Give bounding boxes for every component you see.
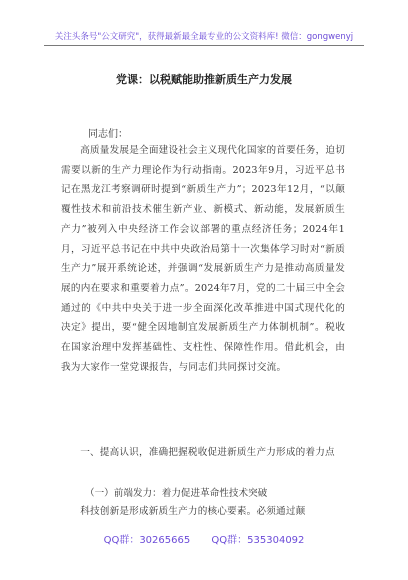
greeting-text: 同志们： bbox=[88, 129, 128, 140]
body-paragraph-1: 高质量发展是全面建设社会主义现代化国家的首要任务，迫切需要以新的生产力理论作为行动指南。2023年9月，习近平总书记在黑龙江考察调研时提到“新质生产力”；2023年12月，“以颠覆性技术和前沿技术催生新产业、新模式、新动能，发展新质生产力”被列入中央经济工作会议部署的重点经济任务；2024年1月，习近平总书记在中共中央政治局第十一次集体学习时对“新质生产力”展开系统论述，并强调“发展新质生产力是推动高质量发展的内在要求和重要着力点”。2024年7月，党的二十届三中全会通过的《中共中央关于进一步全面深化改革推进中国式现代化的决定》提出，要“健全因地制宜发展新质生产力体制机制”。税收在国家治理中发挥基础性、支柱性、保障性作用。借此机会，由我为大家作一堂党课报告，与同志们共同探讨交流。 bbox=[61, 145, 345, 373]
page-title: 党课：以税赋能助推新质生产力发展 bbox=[116, 73, 292, 86]
section-heading-1: 一、提高认识，准确把握税收促进新质生产力形成的着力点 bbox=[80, 447, 335, 458]
footer-qq-groups: QQ群：30265665 QQ群：535304092 bbox=[103, 535, 305, 546]
header-divider bbox=[44, 45, 364, 46]
body-paragraph-3: 科技创新是形成新质生产力的核心要素。必须通过颠 bbox=[80, 506, 306, 517]
subsection-heading-1: （一）前端发力：着力促进革命性技术突破 bbox=[85, 488, 268, 499]
header-promo-text: 关注头条号"公文研究"，获得最新最全最专业的公文资料库! 微信：gongwenyj bbox=[54, 32, 354, 42]
